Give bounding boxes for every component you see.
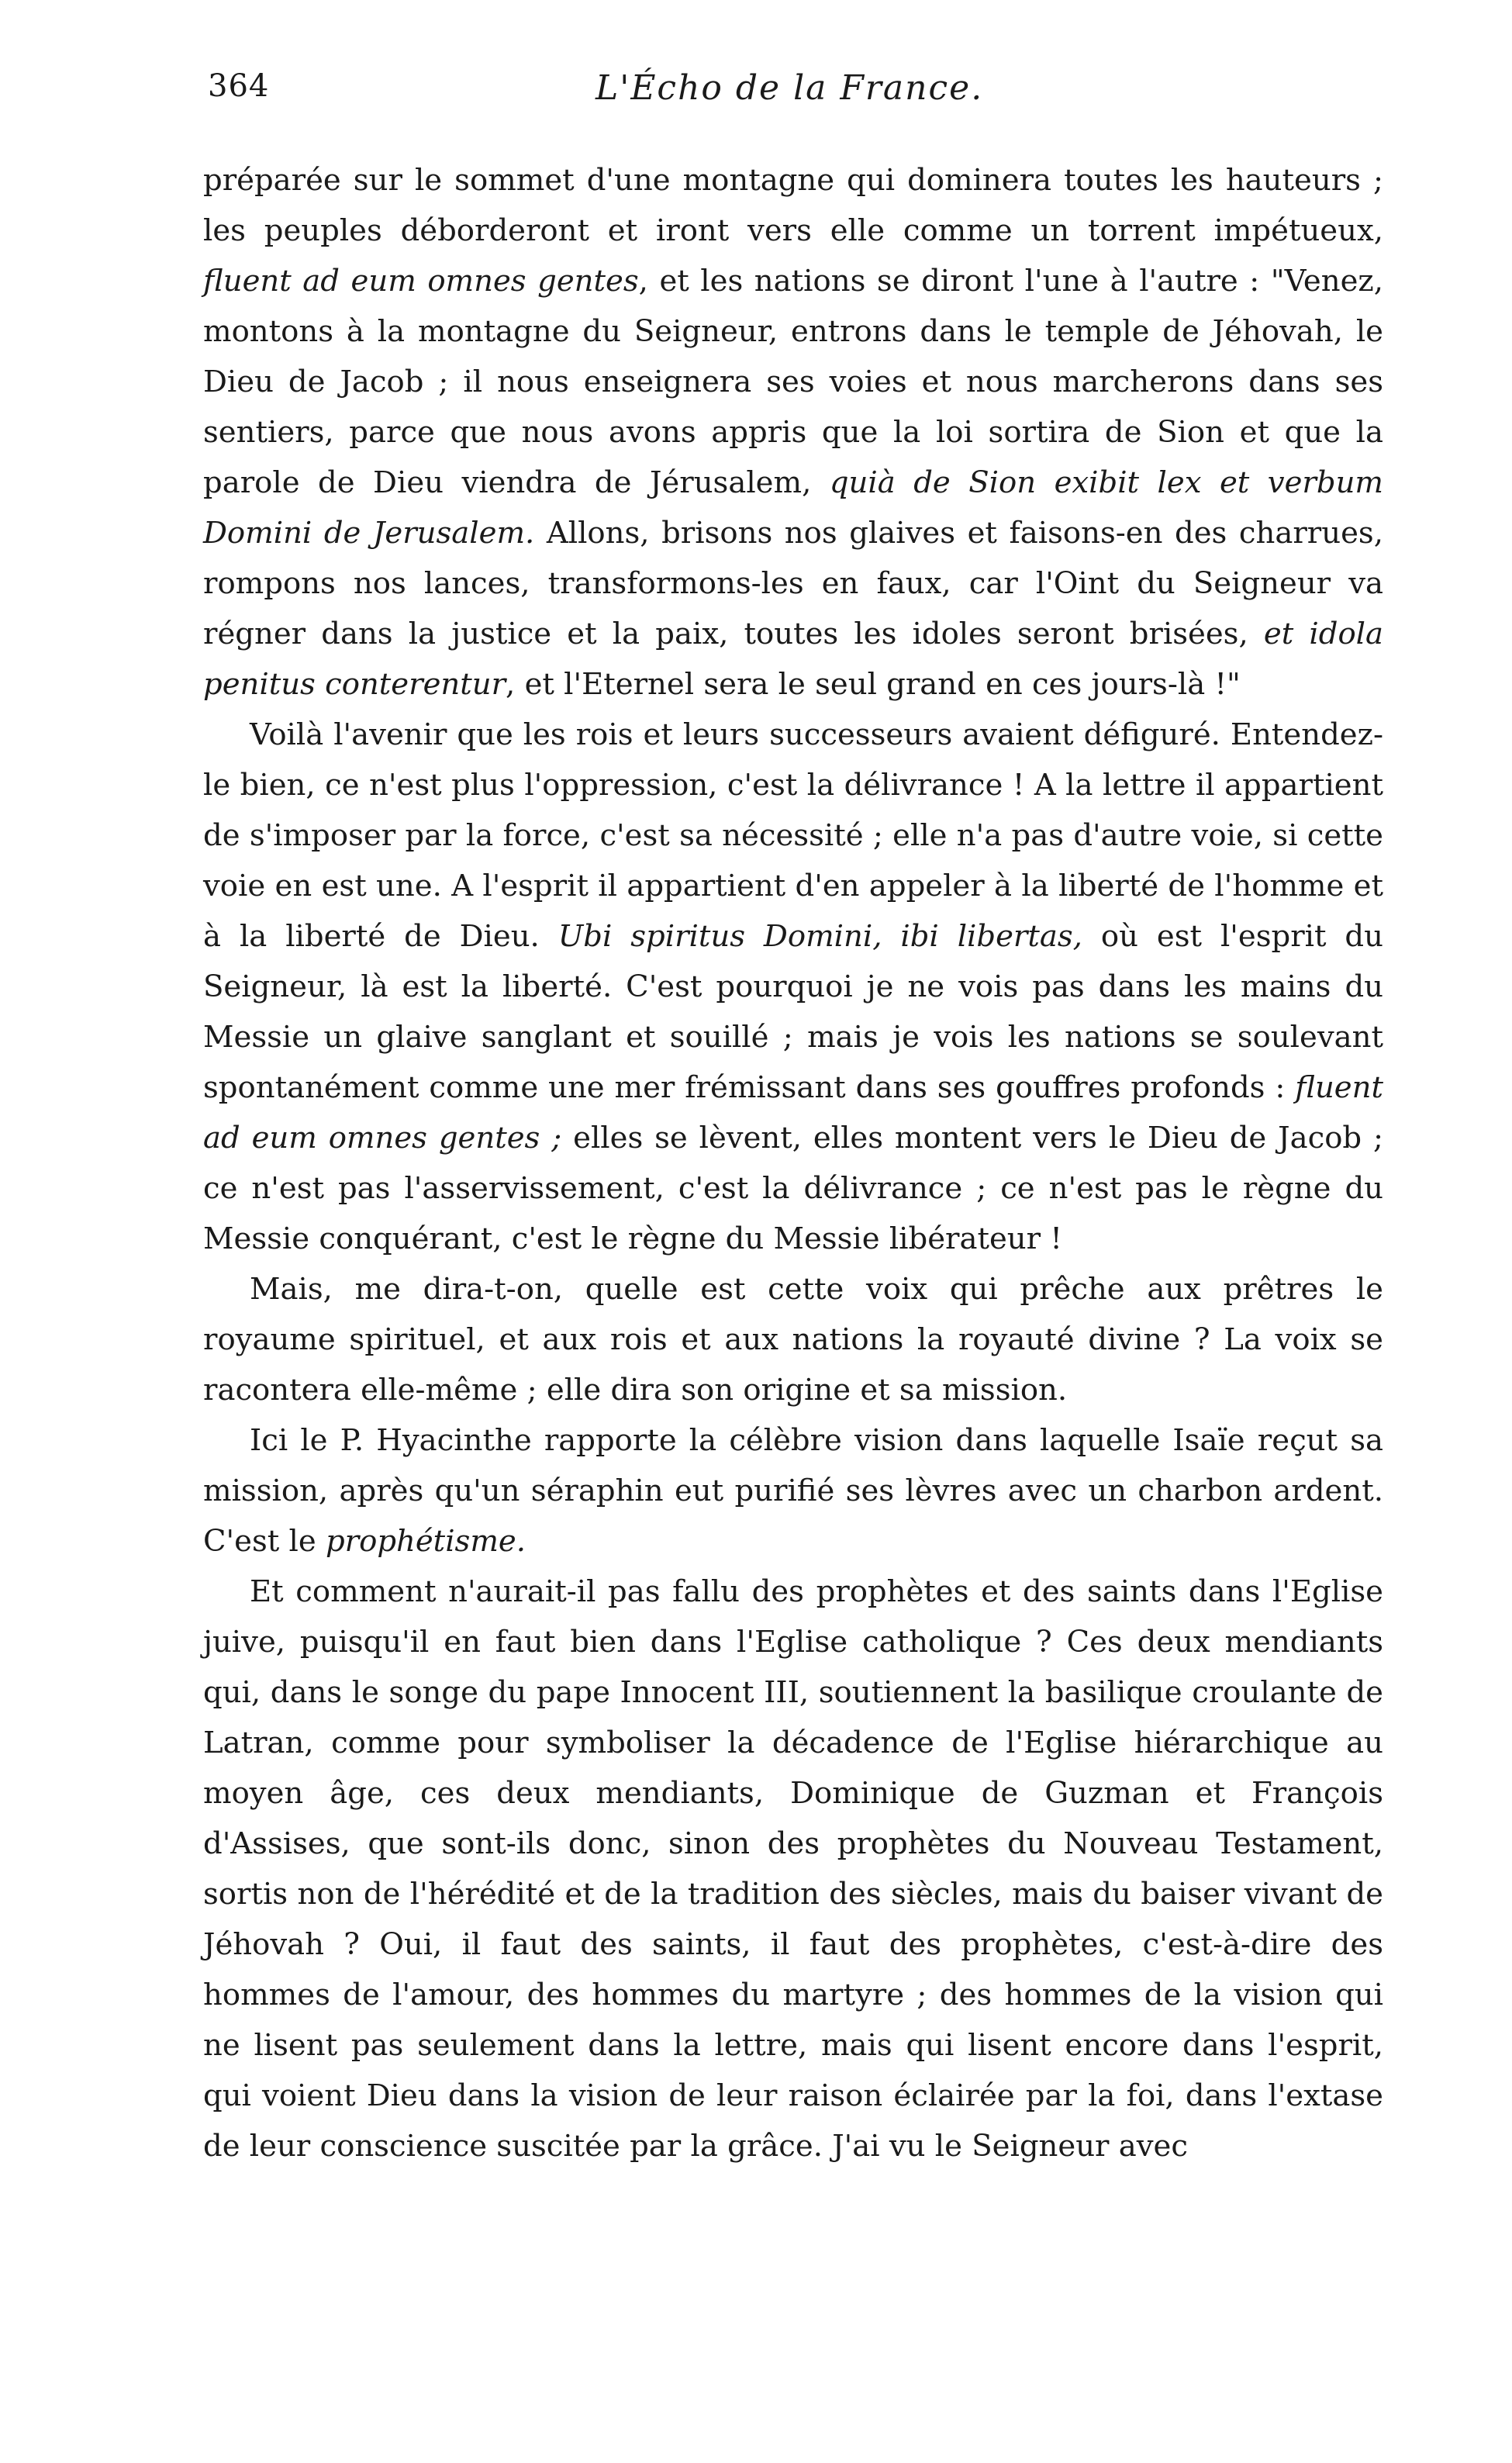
latin-quote-5: fluent ad eum omnes gentes ; (203, 1070, 1383, 1156)
paragraph-2-text-3: elles se lèvent, elles montent vers le Dieu de Jacob ; ce n'est pas l'asservissement, c'est la délivrance ; ce n'est pas le règne du Messie conquérant, c'est le règne du Messie libérateur ! (203, 1121, 1383, 1256)
journal-title: L'Écho de la France. (595, 68, 984, 108)
paragraph-2-text-2: où est l'esprit du Seigneur, là est la liberté. C'est pourquoi je ne vois pas dans les mains du Messie un glaive sanglant et souillé ; mais je vois les nations se soulevant spontanément comme une mer frémissant dans ses gouffres profonds : (203, 919, 1383, 1105)
latin-quote-4: Ubi spiritus Domini, ibi libertas, (558, 919, 1082, 954)
paragraph-4-text-1: Ici le P. Hyacinthe rapporte la célèbre vision dans laquelle Isaïe reçut sa mission, après qu'un séraphin eut purifié ses lèvres avec un charbon ardent. C'est le (203, 1423, 1383, 1559)
paragraph-1-text-4: , et l'Eternel sera le seul grand en ces jours-là !" (506, 667, 1241, 702)
paragraph-1-text-3: Allons, brisons nos glaives et faisons-en des charrues, rompons nos lances, transformons-les en faux, car l'Oint du Seigneur va régner dans la justice et la paix, toutes les idoles seront brisées, (203, 516, 1383, 651)
paragraph-1-text-2: , et les nations se diront l'une à l'autre : "Venez, montons à la montagne du Seigneur, entrons dans le temple de Jéhovah, le Dieu de Jacob ; il nous enseignera ses voies et nous marcherons dans ses sentiers, parce que nous avons appris que la loi sortira de Sion et que la parole de Dieu viendra de Jérusalem, (203, 264, 1383, 500)
latin-quote-3: et idola penitus conterentur (203, 617, 1384, 702)
latin-quote-2: quià de Sion exibit lex et verbum Domini de Jerusalem. (203, 465, 1383, 551)
paragraph-1 (203, 155, 1383, 710)
paragraph-1-text-1: préparée sur le sommet d'une montagne qui dominera toutes les hauteurs ; les peuples déborderont et iront vers elle comme un torrent impétueux, (203, 163, 1383, 248)
paragraph-5: Et comment n'aurait-il pas fallu des prophètes et des saints dans l'Eglise juive, puisqu'il en faut bien dans l'Eglise catholique ? Ces deux mendiants qui, dans le songe du pape Innocent III, soutiennent la basilique croulante de Latran, comme pour symboliser la décadence de l'Eglise hiérarchique au moyen âge, ces deux mendiants, Dominique de Guzman et François d'Assises, que sont-ils donc, sinon des prophètes du Nouveau Testament, sortis non de l'hérédité et de la tradition des siècles, mais du baiser vivant de Jéhovah ? Oui, il faut des saints, il faut des prophètes, c'est-à-dire des hommes de l'amour, des hommes du martyre ; des hommes de la vision qui ne lisent pas seulement dans la lettre, mais qui lisent encore dans l'esprit, qui voient Dieu dans la vision de leur raison éclairée par la foi, dans l'extase de leur conscience suscitée par la grâce. J'ai vu le Seigneur avec (203, 1574, 1383, 2164)
page-number: 364 (208, 68, 270, 104)
paragraph-2 (203, 710, 1383, 1264)
body-text (203, 155, 1383, 2171)
latin-quote-1: fluent ad eum omnes gentes (203, 264, 639, 299)
running-head (208, 68, 1380, 115)
paragraph-3: Mais, me dira-t-on, quelle est cette voix qui prêche aux prêtres le royaume spirituel, et aux rois et aux nations la royauté divine ? La voix se racontera elle-même ; elle dira son origine et sa mission. (203, 1272, 1383, 1408)
paragraph-4 (203, 1415, 1383, 1567)
paragraph-2-text-1: Voilà l'avenir que les rois et leurs successeurs avaient défiguré. Entendez-le bien, ce n'est plus l'oppression, c'est la délivrance ! A la lettre il appartient de s'imposer par la force, c'est sa nécessité ; elle n'a pas d'autre voie, si cette voie en est une. A l'esprit il appartient d'en appeler à la liberté de l'homme et à la liberté de Dieu. (203, 717, 1383, 954)
emphasis-prophetisme: prophétisme. (325, 1524, 526, 1559)
